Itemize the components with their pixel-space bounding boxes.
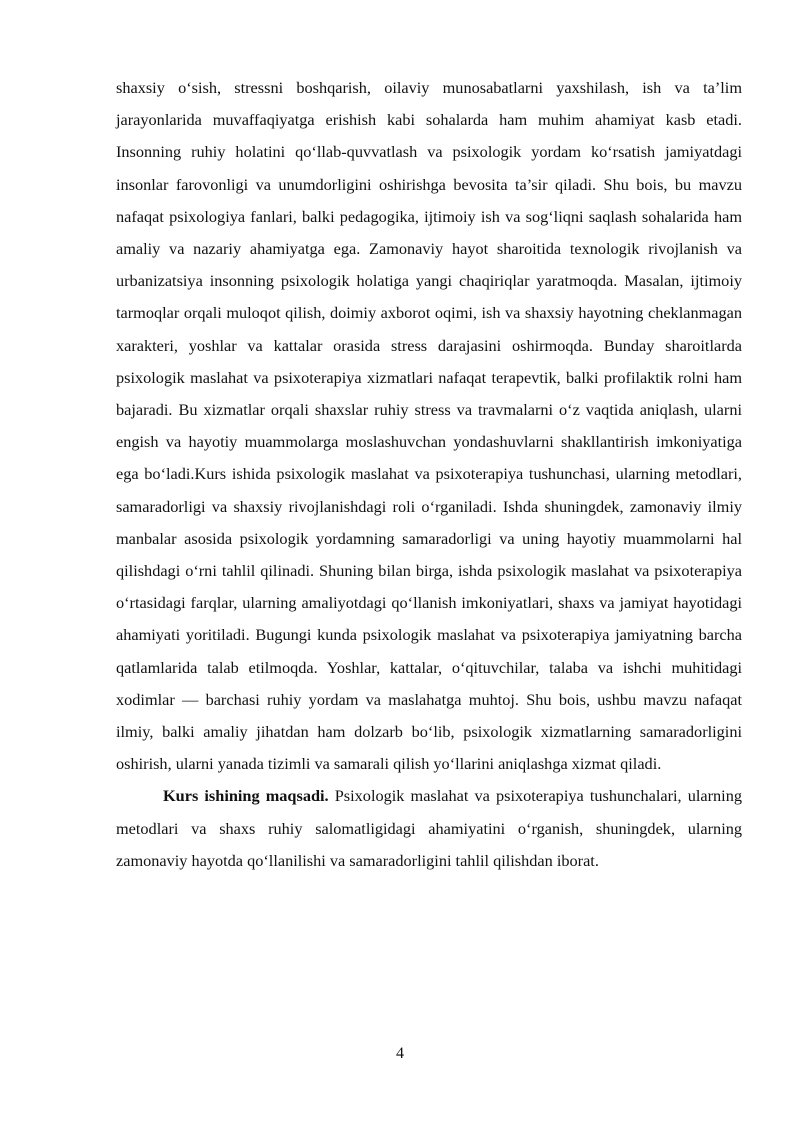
goal-heading: Kurs ishining maqsadi. [163,786,329,806]
goal-paragraph [116,780,742,877]
document-page [116,72,742,877]
page-number: 4 [396,1045,404,1062]
body-paragraph: shaxsiy o‘sish, stressni boshqarish, oilaviy munosabatlarni yaxshilash, ish va ta’lim jarayonlarida muvaffaqiyatga erishish kabi sohalarda ham muhim ahamiyat kasb etadi. Insonning ruhiy holatini qo‘llab-quvvatlash va psixologik yordam ko‘rsatish jamiyatdagi insonlar farovonligi va unumdorligini oshirishga bevosita ta’sir qiladi. Shu bois, bu mavzu nafaqat psixologiya fanlari, balki pedagogika, ijtimoiy ish va sog‘liqni saqlash sohalarida ham amaliy va nazariy ahamiyatga ega. Zamonaviy hayot sharoitida texnologik rivojlanish va urbanizatsiya insonning psixologik holatiga yangi chaqiriqlar yaratmoqda. Masalan, ijtimoiy tarmoqlar orqali muloqot qilish, doimiy axborot oqimi, ish va shaxsiy hayotning cheklanmagan xarakteri, yoshlar va kattalar orasida stress darajasini oshirmoqda. Bunday sharoitlarda psixologik maslahat va psixoterapiya xizmatlari nafaqat terapevtik, balki profilaktik rolni ham bajaradi. Bu xizmatlar orqali shaxslar ruhiy stress va travmalarni o‘z vaqtida aniqlash, ularni engish va hayotiy muammolarga moslashuvchan yondashuvlarni shakllantirish imkoniyatiga ega bo‘ladi.Kurs ishida psixologik maslahat va psixoterapiya tushunchasi, ularning metodlari, samaradorligi va shaxsiy rivojlanishdagi roli o‘rganiladi. Ishda shuningdek, zamonaviy ilmiy manbalar asosida psixologik yordamning samaradorligi va uning hayotiy muammolarni hal qilishdagi o‘rni tahlil qilinadi. Shuning bilan birga, ishda psixologik maslahat va psixoterapiya o‘rtasidagi farqlar, ularning amaliyotdagi qo‘llanish imkoniyatlari, shaxs va jamiyat hayotidagi ahamiyati yoritiladi. Bugungi kunda psixologik maslahat va psixoterapiya jamiyatning barcha qatlamlarida talab etilmoqda. Yoshlar, kattalar, o‘qituvchilar, talaba va ishchi muhitidagi xodimlar — barchasi ruhiy yordam va maslahatga muhtoj. Shu bois, ushbu mavzu nafaqat ilmiy, balki amaliy jihatdan ham dolzarb bo‘lib, psixologik xizmatlarning samaradorligini oshirish, ularni yanada tizimli va samarali qilish yo‘llarini aniqlashga xizmat qiladi. [116,78,742,774]
goal-text: Psixologik maslahat va psixoterapiya tushunchalari, ularning metodlari va shaxs ruhiy salomatligidagi ahamiyatini o‘rganish, shuningdek, ularning zamonaviy hayotda qo‘llanilishi va samaradorligini tahlil qilishdan iborat. [116,786,742,870]
